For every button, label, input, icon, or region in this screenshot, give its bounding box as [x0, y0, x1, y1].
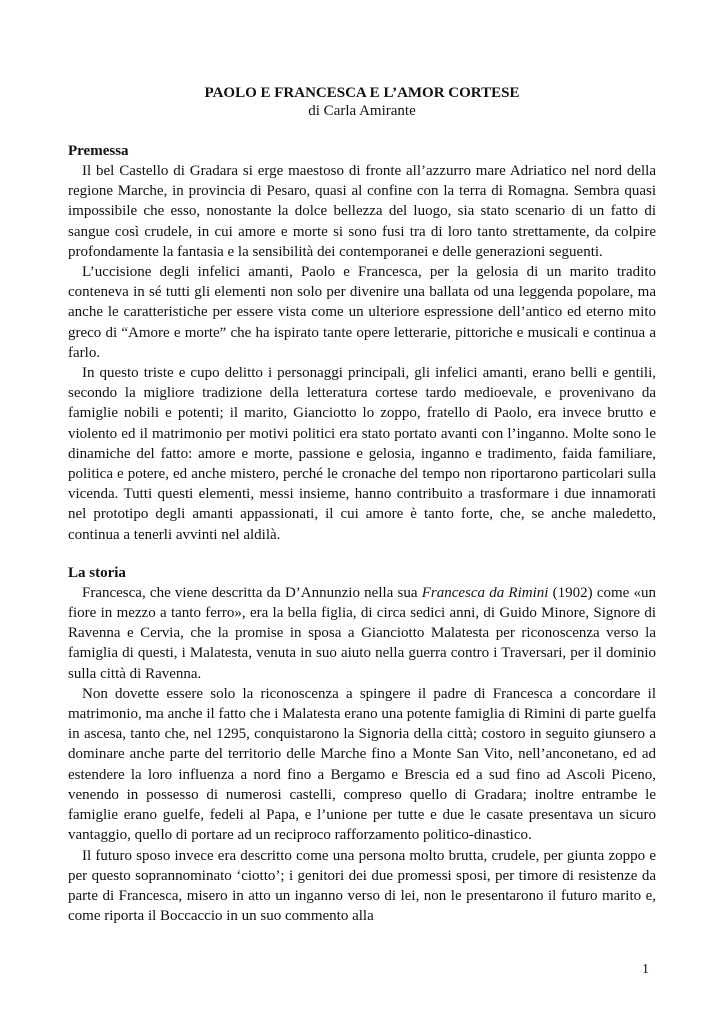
page-number: 1 [642, 962, 649, 977]
paragraph: L’uccisione degli infelici amanti, Paolo e Francesca, per la gelosia di un marito tradito conteneva in sé tutti gli elementi non solo per divenire una ballata od una leggenda popolare, ma anche le caratteristiche per essere vista come un ulteriore espressione dell’antico ed eterno mito greco di “Amore e morte” che ha ispirato tante opere letterarie, pittoriche e musicali e continua a farlo. [68, 264, 656, 361]
paragraph: In questo triste e cupo delitto i personaggi principali, gli infelici amanti, erano belli e gentili, secondo la migliore tradizione della letteratura cortese tardo medioevale, e provenivano da famiglie nobili e potenti; il marito, Gianciotto lo zoppo, fratello di Paolo, era invece brutto e violento ed il matrimonio per motivi politici era stato portato avanti con l’inganno. Molte sono le dinamiche del fatto: amore e morte, passione e gelosia, inganno e tradimento, faida familiare, politica e potere, ed anche mistero, perché le cronache del tempo non riportarono particolari sulla vicenda. Tutti questi elementi, messi insieme, hanno contribuito a trasformare i due innamorati nel prototipo degli amanti appassionati, il cui amore è tanto forte, che, se anche maledetto, continua a tenerli avvinti nel aldilà. [68, 365, 656, 543]
paragraph: Non dovette essere solo la riconoscenza a spingere il padre di Francesca a concordare il matrimonio, ma anche il fatto che i Malatesta erano una potente famiglia di Rimini di parte guelfa in ascesa, tanto che, nel 1295, conquistarono la Signoria della città; costoro in seguito giunsero a dominare anche parte del territorio delle Marche fino a Monte San Vito, nell’anconetano, ed ad estendere la loro influenza a nord fino a Bergamo e Brescia ed a sud fino ad Ascoli Piceno, venendo in possesso di numerosi castelli, compreso quello di Gradara; inoltre entrambe le famiglie erano guelfe, fedeli al Papa, e l’unione per tutte e due le casate presentava un sicuro vantaggio, quello di portare ad un reciproco rafforzamento politico-dinastico. [68, 685, 656, 844]
document-page [68, 84, 656, 926]
book-title-italic: Francesca da Rimini [421, 584, 549, 601]
paragraph-text: Francesca, che viene descritta da D’Annunzio nella sua [82, 584, 422, 601]
paragraph [68, 583, 656, 684]
document-author: di Carla Amirante [308, 103, 416, 119]
paragraph: Il bel Castello di Gradara si erge maestoso di fronte all’azzurro mare Adriatico nel nord della regione Marche, in provincia di Pesaro, quasi al confine con la terra di Romagna. Sembra quasi impossibile che esso, nonostante la dolce bellezza del luogo, sia stato scenario di un fatto di sangue così crudele, in cui amore e morte si sono fusi tra di loro tanto strettamente, da colpire profondamente la fantasia e la sensibilità dei contemporanei e delle generazioni seguenti. [68, 163, 656, 260]
paragraph: Il futuro sposo invece era descritto come una persona molto brutta, crudele, per giunta zoppo e per questo soprannominato ‘ciotto’; i genitori dei due promessi sposi, per timore di resistenze da parte di Francesca, misero in atto un inganno verso di lei, non le presentarono il futuro marito e, come riporta il Boccaccio in un suo commento alla [68, 847, 656, 925]
section-heading-premessa: Premessa [68, 143, 129, 159]
section-heading-la-storia: La storia [68, 564, 126, 581]
paragraph-text: (1902) come «un fiore in mezzo a tanto ferro», era la bella figlia, di circa sedici anni, di Guido Minore, Signore di Ravenna e Cervia, che la promise in sposa a Gianciotto Malatesta per riconoscenza verso la famiglia di questi, i Malatesta, venuta in suo aiuto nella guerra contro i Traversari, per il dominio sulla città di Ravenna. [68, 584, 657, 682]
document-title: PAOLO E FRANCESCA E L’AMOR CORTESE [204, 85, 520, 101]
